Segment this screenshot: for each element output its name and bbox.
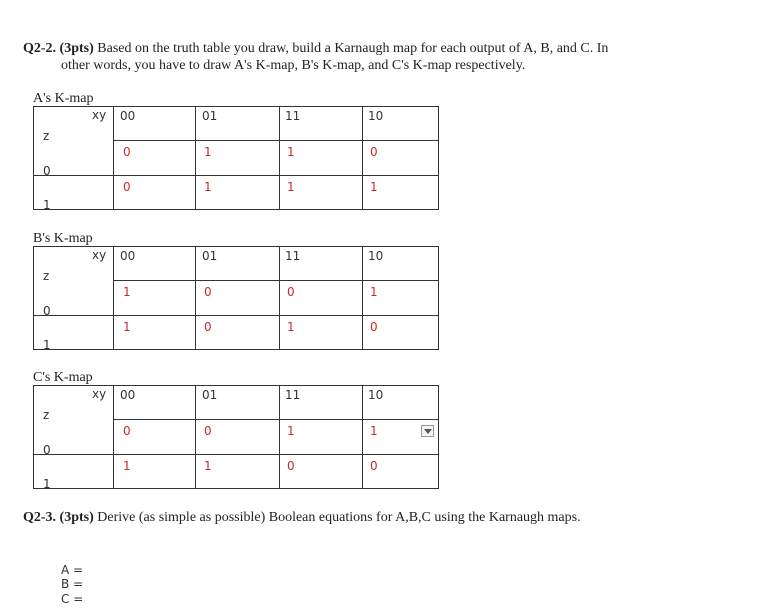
kmap-cell-b-1-2[interactable]: 1 xyxy=(287,320,295,334)
kmap-grid xyxy=(33,385,439,489)
kmap-col-header: 11 xyxy=(285,249,301,263)
kmap-cell-a-0-2[interactable]: 1 xyxy=(287,145,295,159)
value-dropdown[interactable] xyxy=(421,425,434,437)
kmap-row-label: 0 xyxy=(43,304,51,318)
kmap-cell-b-0-1[interactable]: 0 xyxy=(204,285,212,299)
kmap-cell-a-1-0[interactable]: 0 xyxy=(123,180,131,194)
kmap-col-header: 11 xyxy=(285,109,301,123)
question-2-3 xyxy=(23,510,581,526)
kmap-cell-c-1-1[interactable]: 1 xyxy=(204,459,212,473)
kmap-cell-c-1-0[interactable]: 1 xyxy=(123,459,131,473)
question-2-3-text: Derive (as simple as possible) Boolean equations for A,B,C using the Karnaugh maps. xyxy=(93,510,581,525)
kmap-col-header: 01 xyxy=(202,249,218,263)
equation-b[interactable]: B = xyxy=(61,577,84,591)
kmap-cell-b-1-3[interactable]: 0 xyxy=(370,320,378,334)
kmap-row-label: 0 xyxy=(43,164,51,178)
kmap-z-label: z xyxy=(43,129,50,143)
kmap-cell-b-0-0[interactable]: 1 xyxy=(123,285,131,299)
question-2-2 xyxy=(23,40,743,74)
kmap-cell-b-1-1[interactable]: 0 xyxy=(204,320,212,334)
kmap-col-header: 10 xyxy=(368,388,384,402)
kmap-b xyxy=(33,231,439,352)
kmap-cell-a-1-2[interactable]: 1 xyxy=(287,180,295,194)
kmap-c xyxy=(33,370,439,491)
kmap-col-header: 10 xyxy=(368,109,384,123)
kmap-cell-c-1-2[interactable]: 0 xyxy=(287,459,295,473)
kmap-cell-a-1-3[interactable]: 1 xyxy=(370,180,378,194)
kmap-col-header: 00 xyxy=(120,249,136,263)
kmap-row-label: 1 xyxy=(43,198,51,212)
question-2-2-number: Q2-2. (3pts) xyxy=(23,41,94,56)
kmap-col-header: 01 xyxy=(202,388,218,402)
kmap-grid xyxy=(33,106,439,210)
kmap-a xyxy=(33,91,439,212)
kmap-xy-label: xy xyxy=(92,387,107,401)
kmap-col-header: 00 xyxy=(120,388,136,402)
kmap-cell-c-0-3[interactable]: 1 xyxy=(370,424,378,438)
kmap-cell-a-0-1[interactable]: 1 xyxy=(204,145,212,159)
kmap-cell-a-0-0[interactable]: 0 xyxy=(123,145,131,159)
kmap-cell-c-0-2[interactable]: 1 xyxy=(287,424,295,438)
question-2-3-number: Q2-3. (3pts) xyxy=(23,510,94,525)
kmap-row-label: 1 xyxy=(43,477,51,491)
kmap-title: C's K-map xyxy=(33,370,93,385)
kmap-col-header: 00 xyxy=(120,109,136,123)
kmap-z-label: z xyxy=(43,269,50,283)
kmap-cell-a-0-3[interactable]: 0 xyxy=(370,145,378,159)
kmap-row-label: 0 xyxy=(43,443,51,457)
kmap-cell-c-0-1[interactable]: 0 xyxy=(204,424,212,438)
equation-a[interactable]: A = xyxy=(61,563,84,577)
kmap-grid xyxy=(33,246,439,350)
kmap-col-header: 10 xyxy=(368,249,384,263)
equation-c[interactable]: C = xyxy=(61,592,84,606)
kmap-cell-b-0-3[interactable]: 1 xyxy=(370,285,378,299)
kmap-xy-label: xy xyxy=(92,248,107,262)
kmap-cell-b-1-0[interactable]: 1 xyxy=(123,320,131,334)
chevron-down-icon xyxy=(424,429,432,434)
kmap-cell-a-1-1[interactable]: 1 xyxy=(204,180,212,194)
kmap-cell-b-0-2[interactable]: 0 xyxy=(287,285,295,299)
kmap-row-label: 1 xyxy=(43,338,51,352)
kmap-col-header: 01 xyxy=(202,109,218,123)
kmap-cell-c-1-3[interactable]: 0 xyxy=(370,459,378,473)
kmap-title: A's K-map xyxy=(33,91,94,106)
question-2-2-line1: Based on the truth table you draw, build a Karnaugh map for each output of A, B, and C. In xyxy=(93,41,609,56)
kmap-z-label: z xyxy=(43,408,50,422)
kmap-xy-label: xy xyxy=(92,108,107,122)
kmap-cell-c-0-0[interactable]: 0 xyxy=(123,424,131,438)
question-2-2-line2: other words, you have to draw A's K-map, B's K-map, and C's K-map respectively. xyxy=(61,58,526,73)
kmap-title: B's K-map xyxy=(33,231,93,246)
kmap-col-header: 11 xyxy=(285,388,301,402)
